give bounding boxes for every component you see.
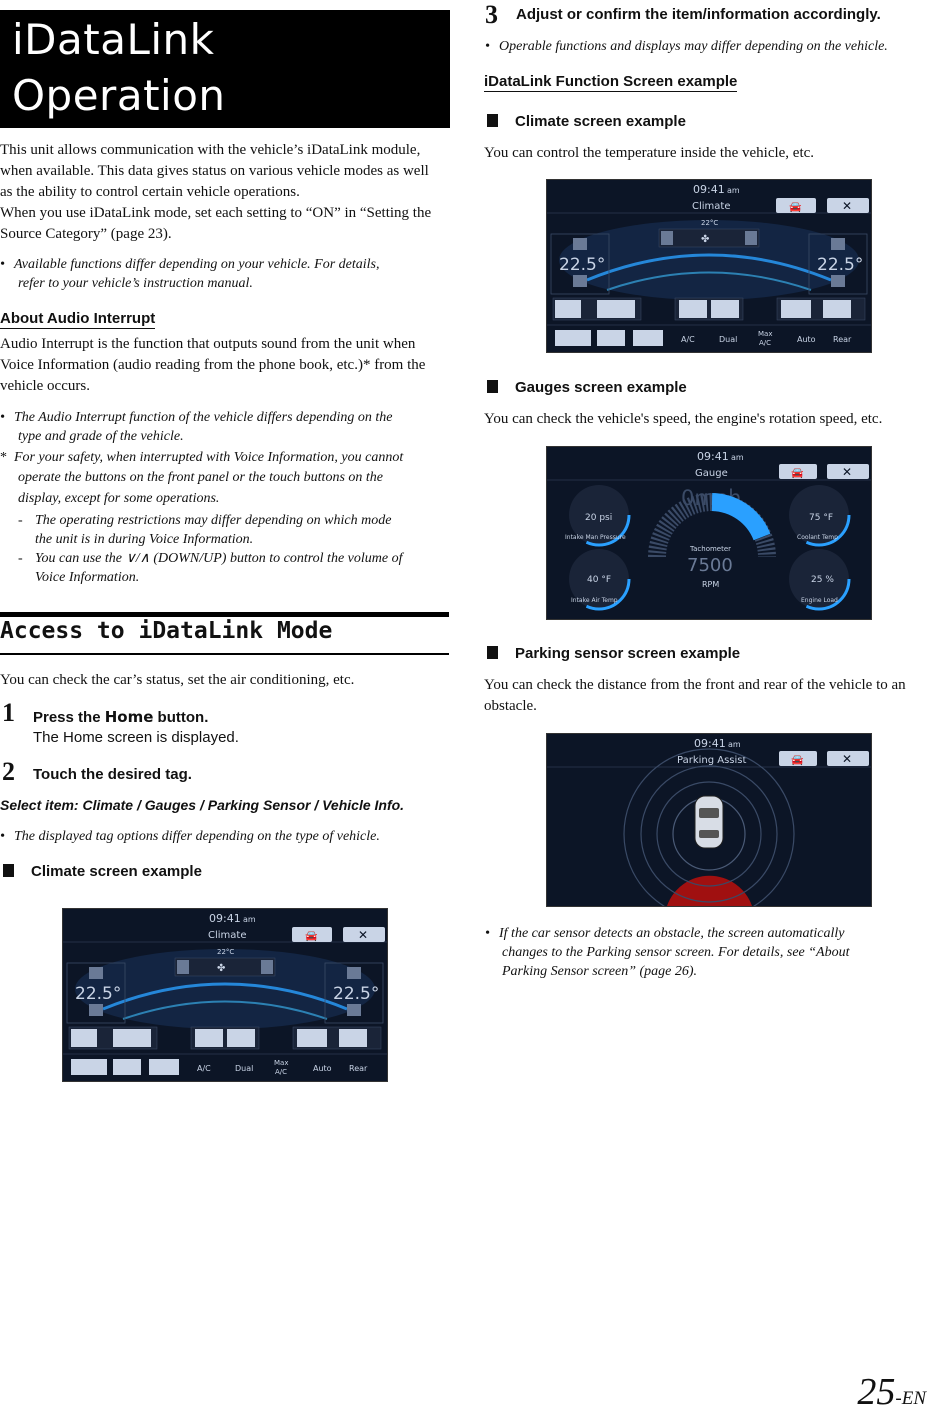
- g1-label: Intake Man Pressure: [565, 534, 626, 541]
- step-2-number: 2: [2, 757, 15, 786]
- screen-title: Climate: [208, 930, 247, 941]
- page-title: iDataLink Operation: [12, 15, 226, 120]
- time-text: 09:41: [694, 737, 726, 750]
- step-3-text: Adjust or confirm the item/information accordingly.: [516, 6, 881, 23]
- max-label: Max: [758, 330, 773, 338]
- g3-value: 40 °F: [587, 575, 611, 585]
- left-temp-down[interactable]: [89, 1004, 103, 1016]
- speed-value: 0mph: [681, 486, 742, 510]
- climate-screen-right: [546, 179, 872, 353]
- fan-icon: ✤: [217, 963, 226, 974]
- right-temp: 22.5°: [333, 984, 380, 1004]
- right-temp-up[interactable]: [831, 238, 845, 250]
- parking-screen: [546, 733, 872, 907]
- am-text: am: [243, 915, 256, 924]
- max-label: Max: [274, 1059, 289, 1067]
- rear-label: Rear: [349, 1064, 368, 1073]
- time-text: 09:41: [693, 183, 725, 196]
- step-1-sub: The Home screen is displayed.: [33, 729, 239, 746]
- climate-heading-left: Climate screen example: [3, 863, 202, 880]
- ac-label: A/C: [681, 335, 695, 344]
- car-icon: 🚘: [791, 468, 804, 479]
- am-text: am: [727, 186, 740, 195]
- g1-value: 20 psi: [585, 513, 613, 523]
- gauge-screen: [546, 446, 872, 620]
- section-rule-bottom: [0, 653, 449, 655]
- audio-interrupt-heading: About Audio Interrupt: [0, 310, 156, 327]
- parking-desc: You can check the distance from the front and rear of the vehicle to an obstacle.: [484, 677, 906, 714]
- fan-icon: ✤: [701, 234, 710, 245]
- intro-note: • Available functions differ depending on your vehicle. For details, refer to your vehicle’s instruction manual.: [0, 257, 380, 291]
- dual-label: Dual: [235, 1064, 254, 1073]
- audio-paragraph: Audio Interrupt is the function that outputs sound from the unit when Voice Information (audio reading from the phone book, etc.)* from the vehicle occurs.: [0, 336, 426, 394]
- fan-down-button[interactable]: [661, 231, 673, 245]
- set-temp: 22°C: [217, 948, 235, 956]
- max-ac-label: A/C: [759, 339, 772, 347]
- fan-up-button[interactable]: [261, 960, 273, 974]
- parking-note: • If the car sensor detects an obstacle, the screen automatically changes to the Parking sensor screen. For details, see “About Parking Sensor screen” (page 26).: [485, 926, 850, 979]
- fan-up-button[interactable]: [745, 231, 757, 245]
- section-rule-top: [0, 612, 449, 617]
- step-3-number: 3: [485, 0, 498, 29]
- rpm-label: RPM: [702, 580, 720, 589]
- dual-label: Dual: [719, 335, 738, 344]
- gauges-heading: Gauges screen example: [487, 379, 687, 396]
- close-icon: ✕: [358, 928, 369, 942]
- screen-title: Parking Assist: [677, 755, 747, 766]
- g4-value: 25 %: [811, 575, 834, 585]
- climate-heading-right: Climate screen example: [487, 113, 686, 130]
- tach-label: Tachometer: [690, 545, 732, 553]
- select-item: Select item: Climate / Gauges / Parking Sensor / Vehicle Info.: [0, 797, 405, 813]
- left-temp-up[interactable]: [89, 967, 103, 979]
- g2-value: 75 °F: [809, 513, 833, 523]
- set-temp: 22°C: [701, 219, 719, 227]
- step-2-text: Touch the desired tag.: [33, 766, 192, 783]
- access-note: • The displayed tag options differ depending on the type of vehicle.: [0, 829, 380, 844]
- fan-down-button[interactable]: [177, 960, 189, 974]
- screen-title: Gauge: [695, 468, 728, 479]
- g3-label: Intake Air Temp: [571, 597, 618, 604]
- rear-label: Rear: [833, 335, 852, 344]
- home-key: Home: [104, 708, 154, 726]
- left-temp: 22.5°: [75, 984, 122, 1004]
- climate-screen-left: [62, 908, 388, 1082]
- close-icon: ✕: [842, 752, 853, 766]
- gauges-desc: You can check the vehicle's speed, the engine's rotation speed, etc.: [484, 411, 883, 427]
- am-text: am: [731, 453, 744, 462]
- right-temp: 22.5°: [817, 255, 864, 275]
- left-temp-down[interactable]: [573, 275, 587, 287]
- intro-paragraph: This unit allows communication with the vehicle’s iDataLink module, when available. This data gives status on various vehicle modes as well as the ability to control certain vehicle operations. When you use iDataLink mode, set each setting to “ON” in “Setting the Source Category” (page 23).: [0, 142, 432, 242]
- time-text: 09:41: [697, 450, 729, 463]
- access-intro: You can check the car’s status, set the air conditioning, etc.: [0, 672, 355, 688]
- screen-title: Climate: [692, 201, 731, 212]
- step-1-number: 1: [2, 698, 15, 727]
- right-temp-down[interactable]: [347, 1004, 361, 1016]
- right-temp-down[interactable]: [831, 275, 845, 287]
- access-heading: Access to iDataLink Mode: [0, 618, 333, 644]
- close-icon: ✕: [842, 465, 853, 479]
- left-temp: 22.5°: [559, 255, 606, 275]
- g4-label: Engine Load: [801, 597, 838, 604]
- close-icon: ✕: [842, 199, 853, 213]
- auto-label: Auto: [313, 1064, 332, 1073]
- auto-label: Auto: [797, 335, 816, 344]
- climate-desc: You can control the temperature inside the vehicle, etc.: [484, 145, 815, 161]
- page-number: 25-EN: [857, 1371, 926, 1413]
- time-text: 09:41: [209, 912, 241, 925]
- ac-label: A/C: [197, 1064, 211, 1073]
- max-ac-label: A/C: [275, 1068, 288, 1076]
- parking-heading: Parking sensor screen example: [487, 645, 740, 662]
- car-top-icon: [695, 796, 723, 848]
- step-3-note: • Operable functions and displays may differ depending on the vehicle.: [485, 39, 888, 54]
- g2-label: Coolant Temp: [797, 534, 838, 541]
- car-icon: 🚘: [791, 755, 804, 766]
- car-icon: 🚘: [789, 202, 802, 213]
- audio-notes: • The Audio Interrupt function of the vehicle differs depending on the type and grade of the vehicle. * For your safety, when interrupted with Voice Information, you cannot operate the buttons on the front panel or the touch buttons on the display, except for some operations. - The operating restrictions may differ depending on which mode the unit is in during Voice Information. - You can use the ∨/∧ (DOWN/UP) button to control the volume of Voice Information.: [0, 410, 404, 585]
- function-screen-heading: iDataLink Function Screen example: [484, 73, 738, 90]
- rpm-value: 7500: [687, 555, 733, 576]
- right-temp-up[interactable]: [347, 967, 361, 979]
- car-icon: 🚘: [305, 931, 318, 942]
- left-temp-up[interactable]: [573, 238, 587, 250]
- step-1-text: Press the Home button.: [33, 708, 209, 726]
- am-text: am: [728, 740, 741, 749]
